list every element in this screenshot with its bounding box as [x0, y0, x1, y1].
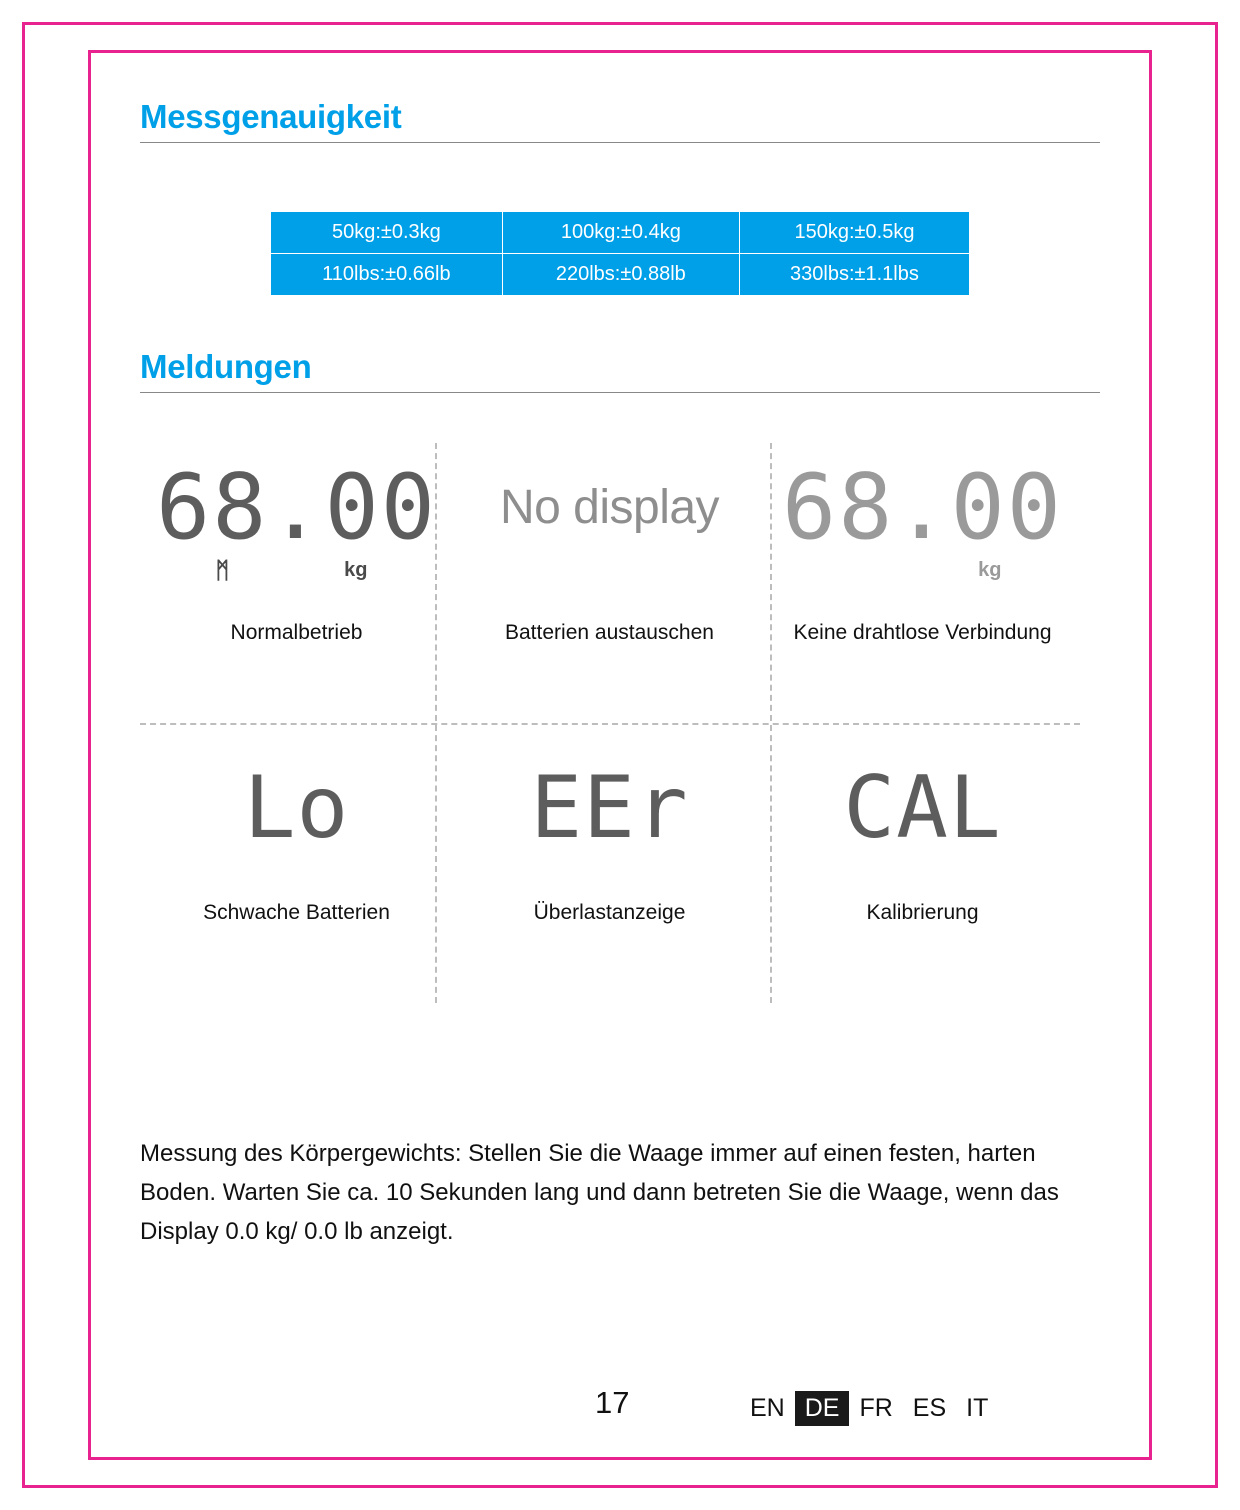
instruction-paragraph: Messung des Körpergewichts: Stellen Sie die Waage immer auf einen festen, harten Boden. Warten Sie ca. 10 Sekunden lang und dann betreten Sie die Waage, wenn das Display 0.0 kg/ 0.0 lb anzeigt. — [140, 1140, 1059, 1245]
lcd-indicator-row — [808, 557, 1038, 583]
lcd-value: EEr — [530, 757, 689, 858]
message-caption: Kalibrierung — [866, 901, 979, 924]
page-footer — [140, 1385, 1100, 1435]
language-option-en[interactable]: EN — [750, 1394, 785, 1422]
unit-label: kg — [344, 558, 368, 581]
message-item-no-wireless-connection — [766, 435, 1079, 725]
messages-grid — [140, 435, 1080, 1005]
lcd-value: 68.00 — [156, 454, 437, 560]
language-option-it[interactable]: IT — [966, 1394, 989, 1422]
message-caption: Keine drahtlose Verbindung — [793, 621, 1052, 644]
table-cell: 220lbs:±0.88lb — [502, 254, 739, 296]
language-selector[interactable] — [740, 1391, 998, 1426]
message-caption: Überlastanzeige — [533, 901, 686, 924]
lcd-value: CAL — [843, 757, 1002, 858]
lcd-display — [140, 435, 453, 610]
message-caption: Batterien austauschen — [505, 621, 714, 644]
lcd-value: Lo — [243, 757, 350, 858]
bluetooth-icon: ᛗ — [215, 556, 230, 583]
table-row — [271, 254, 970, 296]
table-cell: 330lbs:±1.1lbs — [739, 254, 969, 296]
lcd-value: No display — [499, 481, 720, 534]
message-item-overload — [453, 725, 766, 1005]
lcd-display — [766, 435, 1079, 610]
lcd-indicator-row — [182, 557, 412, 583]
section-heading-accuracy: Messgenauigkeit — [140, 98, 1100, 143]
language-option-fr[interactable]: FR — [859, 1394, 893, 1422]
table-cell: 100kg:±0.4kg — [502, 212, 739, 254]
lcd-display — [453, 435, 766, 610]
table-cell: 150kg:±0.5kg — [739, 212, 969, 254]
message-item-replace-batteries — [453, 435, 766, 725]
message-caption: Normalbetrieb — [230, 621, 363, 644]
section-heading-messages: Meldungen — [140, 348, 1100, 393]
lcd-value: 68.00 — [782, 454, 1063, 560]
page-content — [140, 80, 1100, 1276]
message-caption: Schwache Batterien — [203, 901, 390, 924]
unit-label: kg — [978, 558, 1002, 581]
message-item-calibration — [766, 725, 1079, 1005]
message-item-low-battery — [140, 725, 453, 1005]
language-option-es[interactable]: ES — [912, 1394, 947, 1422]
table-cell: 50kg:±0.3kg — [271, 212, 503, 254]
lcd-display — [766, 725, 1079, 890]
lcd-display — [453, 725, 766, 890]
lcd-indicator-row — [495, 539, 725, 565]
message-item-normal-operation — [140, 435, 453, 725]
accuracy-table — [270, 211, 970, 296]
lcd-display — [140, 725, 453, 890]
page-number: 17 — [595, 1385, 630, 1420]
language-option-de[interactable]: DE — [795, 1391, 850, 1426]
table-cell: 110lbs:±0.66lb — [271, 254, 503, 296]
table-row — [271, 212, 970, 254]
